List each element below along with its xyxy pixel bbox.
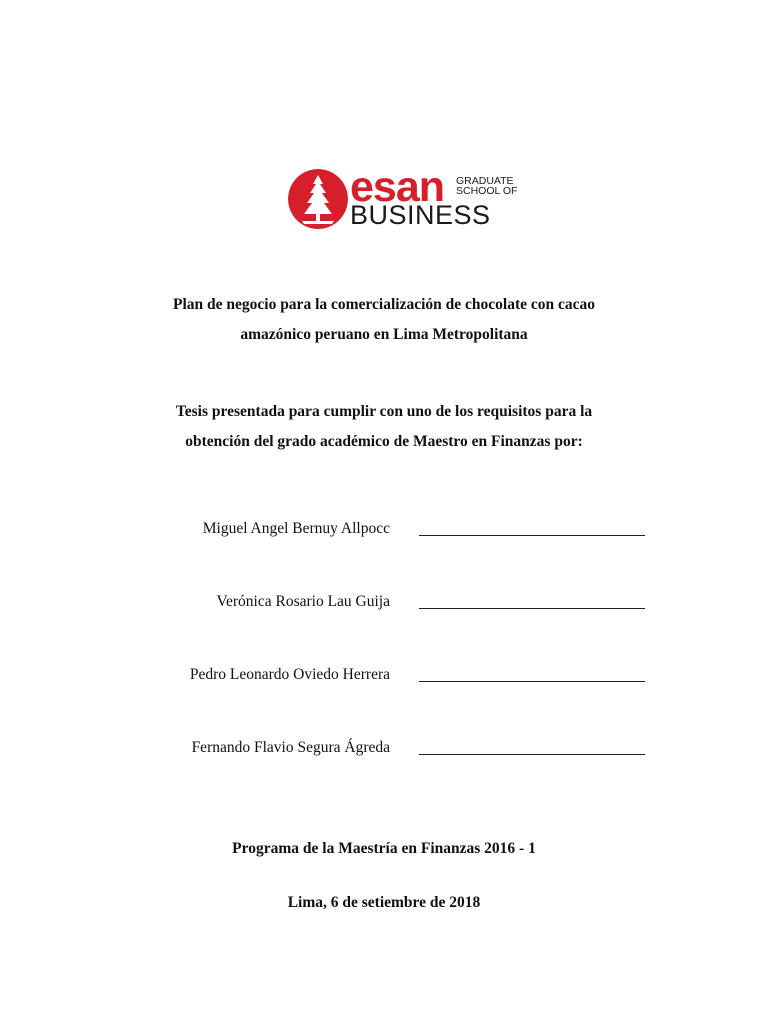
author-row xyxy=(0,737,768,761)
logo-wordmark: esan xyxy=(350,163,445,211)
thesis-title xyxy=(0,290,768,350)
esan-logo xyxy=(288,163,518,230)
author-row xyxy=(0,591,768,615)
logo-graduate-school: GRADUATE SCHOOL OF xyxy=(456,175,518,197)
author-name: Fernando Flavio Segura Ágreda xyxy=(191,739,390,756)
thesis-statement xyxy=(0,397,768,457)
signature-line xyxy=(419,754,645,755)
signature-line xyxy=(419,608,645,609)
thesis-title-line-2: amazónico peruano en Lima Metropolitana xyxy=(240,326,528,343)
thesis-statement-line-1: Tesis presentada para cumplir con uno de los requisitos para la xyxy=(175,403,593,420)
date-line: Lima, 6 de setiembre de 2018 xyxy=(287,894,481,911)
author-name: Verónica Rosario Lau Guija xyxy=(216,593,390,610)
program-name: Programa de la Maestría en Finanzas 2016 - 1 xyxy=(232,840,536,857)
thesis-title-line-1: Plan de negocio para la comercialización de chocolate con cacao xyxy=(172,296,595,313)
signature-line xyxy=(419,681,645,682)
author-row xyxy=(0,664,768,688)
author-row xyxy=(0,518,768,542)
signature-line xyxy=(419,535,645,536)
tree-emblem-icon xyxy=(288,169,348,229)
logo-business: BUSINESS xyxy=(350,200,491,230)
author-name: Miguel Angel Bernuy Allpocc xyxy=(202,520,390,537)
author-name: Pedro Leonardo Oviedo Herrera xyxy=(189,666,390,683)
thesis-statement-line-2: obtención del grado académico de Maestro en Finanzas por: xyxy=(185,433,583,450)
